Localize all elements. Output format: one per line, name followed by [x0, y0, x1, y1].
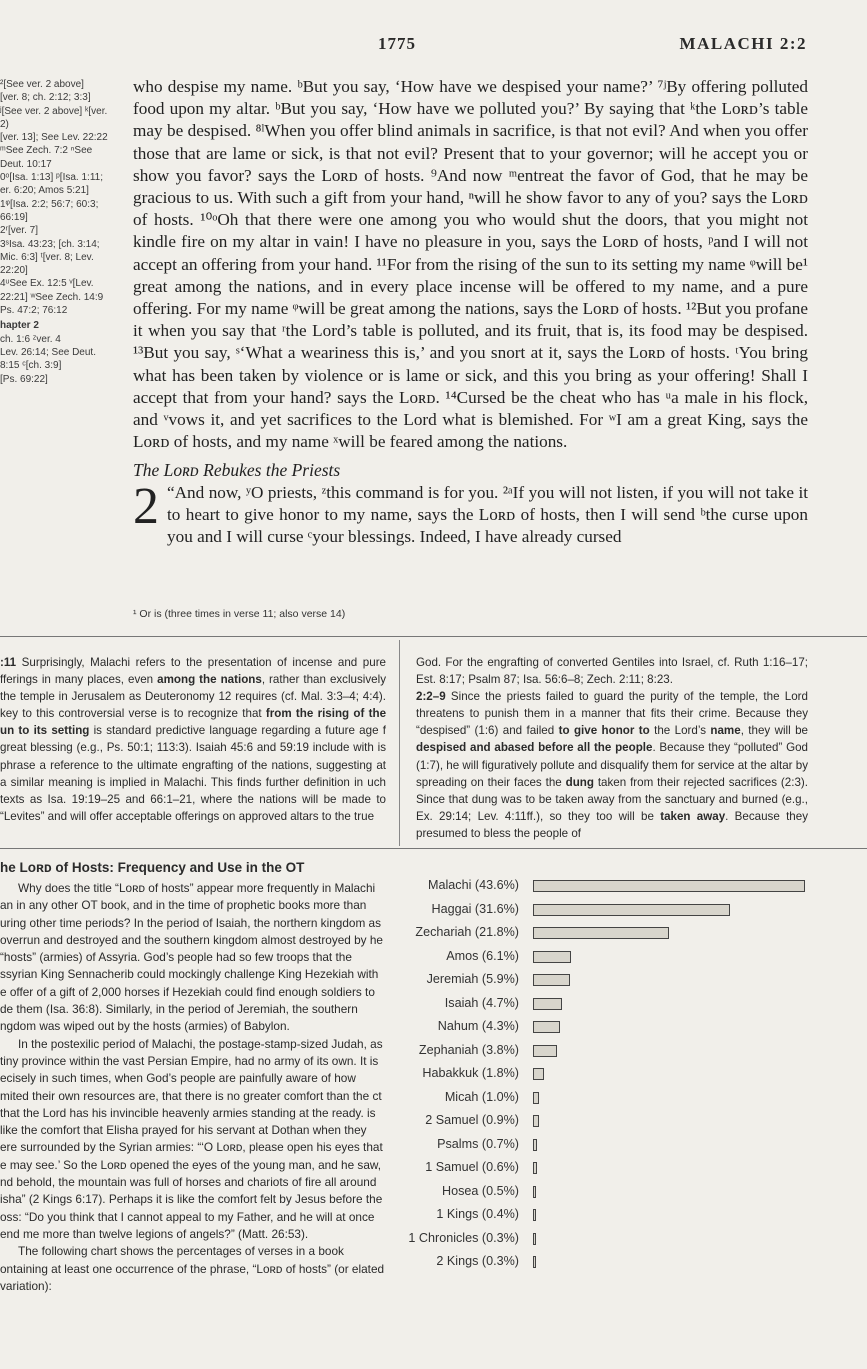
footnote: ¹ Or is (three times in verse 11; also verse 14): [133, 608, 346, 620]
bar-label: Micah (1.0%): [444, 1089, 519, 1104]
sidebar-paragraph-2: In the postexilic period of Malachi, the postage-stamp-sized Judah, as tiny province within the vast Persian Empire, had no army of its own. It is ecisely in such times, when God’s people are painfully aware of how mited their own resources are, that there is no greater comfort than the ct that the Lord has his invincible heavenly armies standing at the ready. is like the comfort that Elisha prayed for his servant at Dothan when they ere surrounded by the Syrian armies: “‘O Lᴏʀᴅ, please open his eyes that e may see.’ So the Lᴏʀᴅ opened the eyes of the young man, and he saw, nd behold, the mountain was full of horses and chariots of fire all around isha” (2 Kings 6:17). Perhaps it is like the comfort felt by Jesus before the oss: “Do you think that I cannot appeal to my Father, and he will at once end me more than twelve legions of angels?” (Matt. 26:53).: [0, 1036, 383, 1241]
cross-reference-line: 0ᵒ[Isa. 1:13] ᵖ[Isa. 1:11;: [0, 172, 103, 184]
cross-reference-line: er. 6:20; Amos 5:21]: [0, 185, 89, 197]
bar: [533, 1162, 537, 1174]
cross-reference-line: 22:20]: [0, 265, 28, 277]
verse-paragraph-2: [133, 477, 808, 549]
cross-reference-line: [ver. 13]; See Lev. 22:22: [0, 132, 108, 144]
chart-row: [405, 1064, 825, 1088]
bar-label: 2 Kings (0.3%): [436, 1254, 519, 1268]
cross-reference-line: 2): [0, 118, 9, 130]
bar: [533, 1045, 557, 1057]
divider: [0, 636, 867, 637]
cross-reference-line: ᵐSee Zech. 7:2 ⁿSee: [0, 145, 93, 157]
sidebar-paragraph-1: Why does the title “Lᴏʀᴅ of hosts” appear more frequently in Malachi an in any other OT book, and in the time of prophetic books more than uring other time periods? In the period of Isaiah, the northern kingdom as overrun and destroyed and the southern kingdom almost destroyed by he “hosts” (armies) of Assyria. God’s people had so few troops that the ssyrian King Sennacherib could mockingly challenge King Hezekiah with e offer of a gift of 2,000 horses if Hezekiah could find enough soldiers to de them (Isa. 36:8). Similarly, in the period of Jeremiah, the southern ngdom was wiped out by the hosts (armies) of Babylon.: [0, 881, 383, 1034]
chapter-number: 2: [133, 477, 159, 535]
chart-row: [405, 994, 825, 1018]
cross-reference-line: 2ʳ[ver. 7]: [0, 225, 38, 237]
bar: [533, 1139, 537, 1151]
chart-row: [405, 970, 825, 994]
bar-label: 2 Samuel (0.9%): [425, 1113, 519, 1127]
sidebar-paragraph-3: The following chart shows the percentages of verses in a book ontaining at least one occurrence of the phrase, “Lᴏʀᴅ of hosts” (or elated variation):: [0, 1244, 385, 1293]
sidebar-text: [0, 880, 386, 1295]
cross-reference-line: Mic. 6:3] ᵗ[ver. 8; Lev.: [0, 251, 94, 263]
bar: [533, 974, 570, 986]
chart-row: [405, 1158, 825, 1182]
bar: [533, 1068, 544, 1080]
bar-label: Nahum (4.3%): [437, 1019, 519, 1033]
chart-row: [405, 923, 825, 947]
chapter-2-text: “And now, ʸO priests, ᶻthis command is for you. ²ᵃIf you will not listen, if you will not take it to heart to give honor to my name, says the Lᴏʀᴅ of hosts, then I will send ᵇthe curse upon you and I will curse ᶜyour blessings. Indeed, I have already cursed: [167, 482, 808, 547]
cross-reference-line: 3ˢIsa. 43:23; [ch. 3:14;: [0, 238, 100, 250]
cross-reference-line: [ver. 8; ch. 2:12; 3:3]: [0, 92, 91, 104]
study-note-right: God. For the engrafting of converted Gentiles into Israel, cf. Ruth 1:16–17; Est. 8:17; Psalm 87; Isa. 56:6–8; Zech. 2:11; 8:23. 2:2–9 Since the priests failed to guard the purity of the temple, the Lord threatens to punish them in a manner that fits their crime. Because they “despised” (1:6) and failed to give honor to the Lord’s name, they will be despised and abased before all the people. Because they “polluted” God (1:7), he will figuratively pollute and disqualify them for service at the altar by spreading on their faces the dung taken from their rejected sacrifices (2:3). Since that dung was to be taken away from the sanctuary and burned (e.g., Ex. 29:14; Lev. 4:11ff.), so they too will be taken away. Because they presumed to bless the people of: [416, 656, 808, 840]
bar: [533, 1092, 539, 1104]
bar: [533, 998, 562, 1010]
cross-reference-line: Ps. 47:2; 76:12: [0, 305, 68, 317]
divider: [0, 848, 867, 849]
bar-label: 1 Kings (0.4%): [436, 1207, 519, 1221]
cross-reference-line: ²[See ver. 2 above]: [0, 79, 84, 90]
page-number: 1775: [378, 34, 416, 53]
bar: [533, 951, 571, 963]
bar-label: Haggai (31.6%): [431, 901, 519, 916]
bar-label: Jeremiah (5.9%): [426, 972, 519, 986]
cross-references: [0, 78, 126, 386]
study-note-left: :11 Surprisingly, Malachi refers to the presentation of incense and pure fferings in many places, even among the nations, rather than exclusively the temple in Jerusalem as Deuteronomy 12 requires (cf. Mal. 3:3–4; 4:4). key to this controversial verse is to recognize that from the rising of the un to its setting is standard predictive language regarding a future age f great blessing (e.g., Ps. 50:1; 113:3). Isaiah 45:6 and 59:19 include with is phrase a reference to the ultimate engrafting of the nations, suggesting at a similar meaning is implied in Malachi. This finds further definition in uch texts as Isa. 19:19–25 and 66:1–21, where the nations will be made to “Levites” and will offer acceptable offerings on approved altars to the true: [0, 656, 387, 823]
cross-reference-line: ch. 1:6 ᶻver. 4: [0, 333, 61, 345]
chart-row: [405, 1111, 825, 1135]
bar: [533, 904, 730, 916]
bar-label: Isaiah (4.7%): [444, 995, 519, 1010]
bar: [533, 1209, 536, 1221]
bar-label: Amos (6.1%): [446, 948, 519, 963]
bar: [533, 1021, 560, 1033]
bar-label: Zechariah (21.8%): [415, 925, 519, 939]
bar: [533, 927, 669, 939]
bar-label: 1 Chronicles (0.3%): [408, 1230, 519, 1245]
bar-label: Malachi (43.6%): [428, 878, 519, 892]
bar-label: 1 Samuel (0.6%): [425, 1160, 519, 1174]
chart-row: [405, 1205, 825, 1229]
frequency-bar-chart: [405, 876, 825, 1306]
chart-row: [405, 1088, 825, 1112]
cross-reference-line: [Ps. 69:22]: [0, 373, 48, 385]
chart-row: [405, 1135, 825, 1159]
chart-row: [405, 1229, 825, 1253]
verse-paragraph-1: who despise my name. ᵇBut you say, ‘How have we despised your name?’ ⁷ʲBy offering polluted food upon my altar. ᵇBut you say, ‘How have we polluted you?’ By saying that ᵏthe Lᴏʀᴅ’s table may be despised. ⁸ˡWhen you offer blind animals in sacrifice, is that not evil? And when you offer those that are lame or sick, is that not evil? Present that to your governor; will he accept you or show you favor? says the Lᴏʀᴅ of hosts. ⁹And now ᵐentreat the favor of God, that he may be gracious to us. With such a gift from your hand, ⁿwill he show favor to any of you? says the Lᴏʀᴅ of hosts. ¹⁰ᵒOh that there were one among you who would shut the doors, that you might not kindle fire on my altar in vain! I have no pleasure in you, says the Lᴏʀᴅ of hosts, ᵖand I will not accept an offering from your hand. ¹¹For from the rising of the sun to its setting my name ᵠwill be¹ great among the nations, and in every place incense will be offered to my name, and a pure offering. For my name ᵠwill be great among the nations, says the Lᴏʀᴅ of hosts. ¹²But you profane it when you say that ʳthe Lord’s table is polluted, and its fruit, that is, its food may be despised. ¹³But you say, ˢ‘What a weariness this is,’ and you snort at it, says the Lᴏʀᴅ of hosts. ᵗYou bring what has been taken by violence or is lame or sick, and this you bring as your offering! Shall I accept that from your hand? says the Lᴏʀᴅ. ¹⁴Cursed be the cheat who has ᵘa male in his flock, and ᵛvows it, and yet sacrifices to the Lord what is blemished. For ʷI am a great King, says the Lᴏʀᴅ of hosts, and my name ˣwill be feared among the nations.: [133, 77, 808, 452]
book-reference: MALACHI 2:2: [679, 34, 807, 53]
bar: [533, 1115, 539, 1127]
bar-label: Zephaniah (3.8%): [418, 1042, 519, 1057]
scripture-text: [133, 76, 808, 548]
sidebar-title: he Lᴏʀᴅ of Hosts: Frequency and Use in the OT: [0, 860, 305, 875]
chart-row: [405, 1017, 825, 1041]
cross-reference-line: 8:15 ᶜ[ch. 3:9]: [0, 360, 62, 372]
cross-reference-line: 4ᵘSee Ex. 12:5 ᵛ[Lev.: [0, 278, 94, 290]
column-divider: [399, 640, 400, 846]
bar: [533, 1256, 536, 1268]
bar: [533, 1233, 536, 1245]
chart-row: [405, 1252, 825, 1276]
bar: [533, 880, 805, 892]
bar-label: Habakkuk (1.8%): [422, 1066, 519, 1080]
chart-row: [405, 900, 825, 924]
cross-reference-line: 22:21] ʷSee Zech. 14:9: [0, 291, 104, 303]
section-heading: The Lᴏʀᴅ Rebukes the Priests: [133, 460, 341, 481]
bar-label: Psalms (0.7%): [437, 1136, 519, 1151]
chart-row: [405, 1182, 825, 1206]
cross-reference-line: 66:19]: [0, 211, 28, 223]
cross-reference-line: Deut. 10:17: [0, 158, 52, 170]
cross-reference-line: Lev. 26:14; See Deut.: [0, 346, 96, 358]
cross-reference-line: 1ᵠ[Isa. 2:2; 56:7; 60:3;: [0, 198, 99, 210]
bar: [533, 1186, 536, 1198]
cross-reference-line: hapter 2: [0, 320, 39, 332]
chart-row: [405, 947, 825, 971]
cross-reference-line: ʲ[See ver. 2 above] ᵏ[ver.: [0, 105, 108, 117]
chart-row: [405, 1041, 825, 1065]
bar-label: Hosea (0.5%): [442, 1183, 519, 1198]
chart-row: [405, 876, 825, 900]
